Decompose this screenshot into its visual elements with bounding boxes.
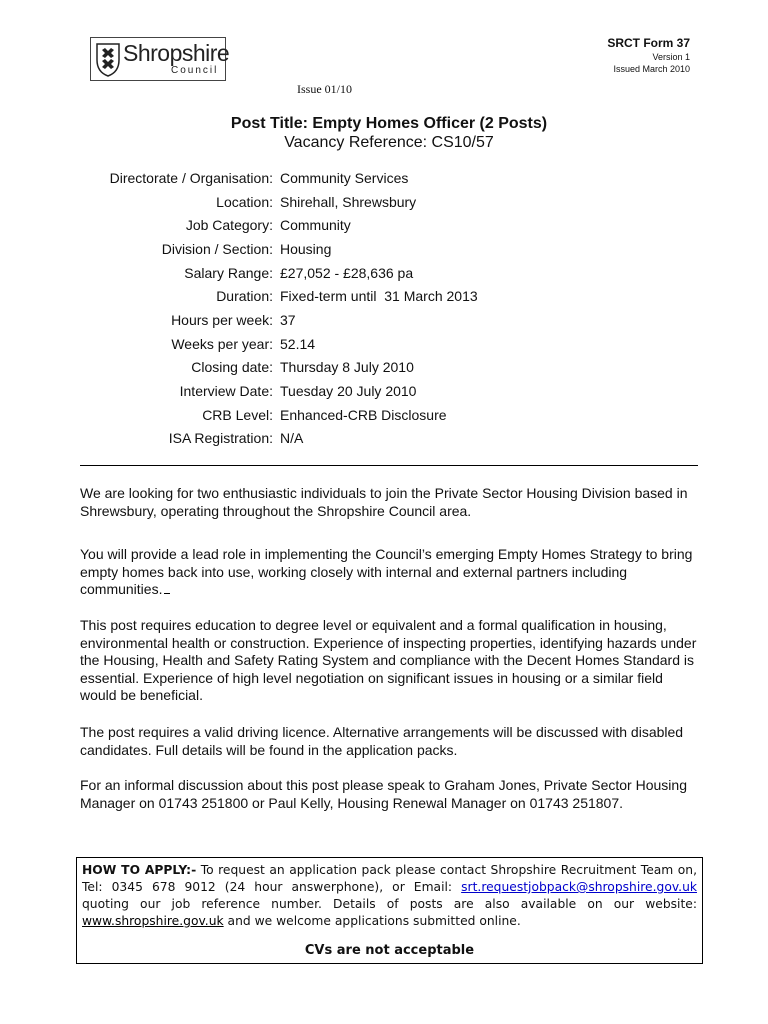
apply-text-part: quoting our job reference number. Details of posts are also available on our website:: [82, 897, 697, 911]
detail-row-location: [80, 190, 700, 214]
form-title: SRCT Form 37: [607, 36, 690, 50]
issue-number: Issue 01/10: [297, 82, 352, 96]
detail-label: Job Category:: [185, 217, 273, 234]
detail-value: Shirehall, Shrewsbury: [280, 193, 417, 210]
detail-row-duration: [80, 284, 700, 308]
detail-value: Community: [280, 217, 351, 234]
detail-label: Directorate / Organisation:: [109, 169, 273, 186]
council-logo: [90, 37, 230, 81]
detail-label: Hours per week:: [171, 311, 273, 328]
role-paragraph: [80, 546, 702, 599]
how-to-apply-text: [82, 862, 697, 930]
detail-value: Housing: [280, 240, 332, 257]
detail-value: Thursday 8 July 2010: [280, 359, 414, 376]
detail-label: Division / Section:: [161, 240, 273, 257]
detail-row-isa-registration: [80, 427, 700, 451]
underline-mark: [164, 582, 170, 594]
detail-row-closing-date: [80, 356, 700, 380]
detail-row-division: [80, 237, 700, 261]
detail-value: Community Services: [280, 169, 409, 186]
detail-row-salary: [80, 261, 700, 285]
apply-text-part: and we welcome applications submitted online.: [223, 914, 521, 928]
detail-row-hours: [80, 308, 700, 332]
detail-label: ISA Registration:: [168, 430, 273, 447]
section-divider: [80, 465, 698, 466]
detail-label: Weeks per year:: [171, 335, 273, 352]
requirements-paragraph: This post requires education to degree level or equivalent and a formal qualification in housing, environmental health or construction. Experience of inspecting properties, identifying hazards under the Housing, Health and Safety Rating System and compliance with the Decent Homes Standard is essential. Experience of high level negotiation on significant issues in housing or a similar field would be beneficial.: [80, 617, 697, 703]
detail-row-interview-date: [80, 379, 700, 403]
detail-row-crb-level: [80, 403, 700, 427]
how-to-apply-heading: HOW TO APPLY:-: [82, 863, 197, 877]
logo-name: Shropshire: [123, 40, 230, 66]
contact-paragraph: For an informal discussion about this post please speak to Graham Jones, Private Sector Housing Manager on 01743 251800 or Paul Kelly, Housing Renewal Manager on 01743 251807.: [80, 777, 687, 811]
detail-label: CRB Level:: [202, 406, 273, 423]
apply-text-part: To request an application pack please contact Shropshire Recruitment Team on, Tel: 0345 678 9012 (24 hour answerphone), or Email:: [82, 863, 697, 894]
logo-subtitle: Council: [171, 65, 219, 76]
detail-label: Interview Date:: [179, 383, 273, 400]
how-to-apply-box: [76, 857, 703, 964]
detail-row-directorate: [80, 166, 700, 190]
intro-paragraph: We are looking for two enthusiastic individuals to join the Private Sector Housing Division based in Shrewsbury, operating throughout the Shropshire Council area.: [80, 485, 688, 519]
licence-paragraph: The post requires a valid driving licence. Alternative arrangements will be discussed with disabled candidates. Full details will be found in the application packs.: [80, 724, 684, 758]
detail-row-weeks: [80, 332, 700, 356]
job-details-table: [80, 166, 700, 450]
shield-crest-icon: [95, 42, 121, 77]
website-link[interactable]: www.shropshire.gov.uk: [82, 914, 224, 928]
detail-label: Salary Range:: [184, 264, 273, 281]
detail-label: Location:: [216, 193, 273, 210]
form-issued-date: Issued March 2010: [613, 64, 690, 74]
detail-value: 37: [280, 311, 296, 328]
post-title: Post Title: Empty Homes Officer (2 Posts): [230, 115, 548, 132]
cvs-not-acceptable-note: CVs are not acceptable: [304, 943, 475, 958]
detail-value: 52.14: [280, 335, 316, 352]
detail-value: Fixed-term until 31 March 2013: [280, 288, 478, 305]
detail-value: Tuesday 20 July 2010: [280, 383, 417, 400]
role-paragraph-text: You will provide a lead role in implementing the Council’s emerging Empty Homes Strategy to bring empty homes back into use, working closely with internal and external partners including communities.: [80, 546, 693, 597]
detail-label: Closing date:: [191, 359, 273, 376]
detail-row-job-category: [80, 213, 700, 237]
vacancy-reference: Vacancy Reference: CS10/57: [284, 134, 494, 151]
detail-value: Enhanced-CRB Disclosure: [280, 406, 447, 423]
email-link[interactable]: srt.requestjobpack@shropshire.gov.uk: [461, 880, 697, 894]
detail-value: N/A: [280, 430, 304, 447]
detail-value: £27,052 - £28,636 pa: [280, 264, 414, 281]
form-version: Version 1: [652, 52, 690, 62]
detail-label: Duration:: [216, 288, 273, 305]
